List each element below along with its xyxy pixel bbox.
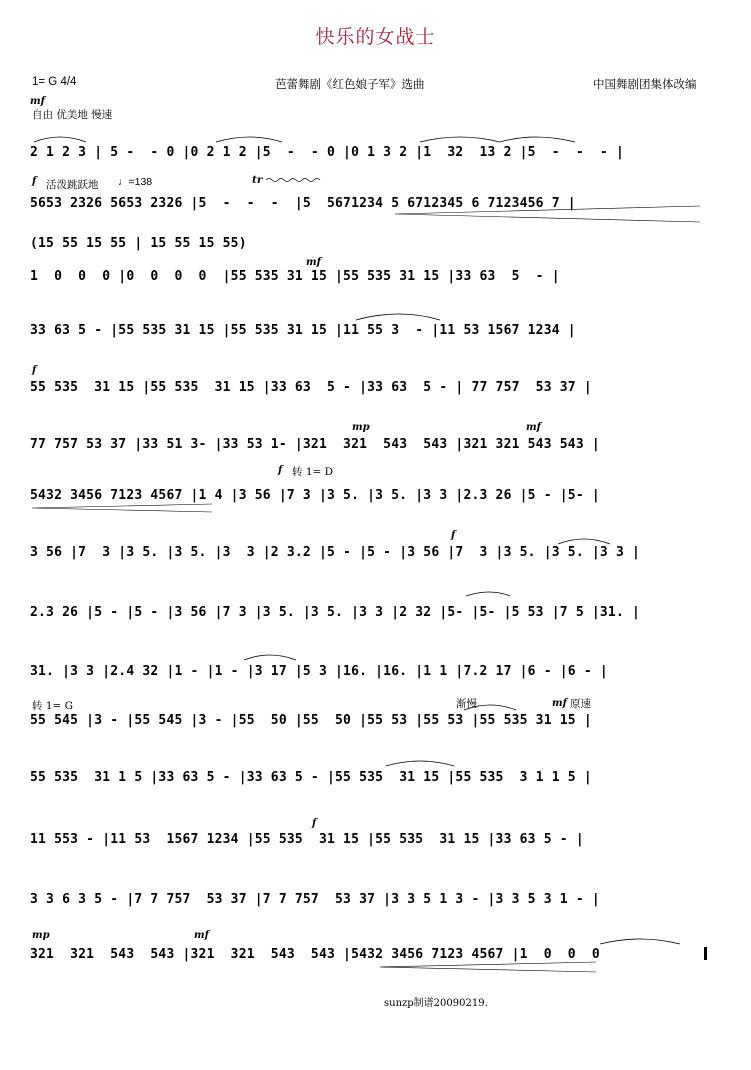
dynamic-mf: mf <box>526 422 541 433</box>
dynamic-mf: mf <box>306 257 321 268</box>
score-line-10: 2.3 26 |5 - |5 - |3 56 |7 3 |3 5. |3 5. |3 3 |2 32 |5- |5- |5 53 |7 5 |31. | <box>30 605 641 620</box>
score-line-11: 31. |3 3 |2.4 32 |1 - |1 - |3 17 |5 3 |16. |16. |1 1 |7.2 17 |6 - |6 - | <box>30 664 608 679</box>
dynamic-mp: mp <box>32 930 50 941</box>
score-line-12: 55 545 |3 - |55 545 |3 - |55 50 |55 50 |55 53 |55 53 |55 535 31 15 | <box>30 713 592 728</box>
score-line-16: 321 321 543 543 |321 321 543 543 |5432 3456 7123 4567 |1 0 0 0 <box>30 947 600 962</box>
dynamic-f: f <box>32 176 37 187</box>
score-line-4: 1 0 0 0 |0 0 0 0 |55 535 31 15 |55 535 31 15 |33 63 5 - | <box>30 269 560 284</box>
score-line-15: 3 3 6 3 5 - |7 7 757 53 37 |7 7 757 53 37 |3 3 5 1 3 - |3 3 5 3 1 - | <box>30 892 600 907</box>
score-line-14: 11 553 - |11 53 1567 1234 |55 535 31 15 |55 535 31 15 |33 63 5 - | <box>30 832 584 847</box>
source-note: 芭蕾舞剧《红色娘子军》选曲 <box>275 79 425 91</box>
expression-marking: 自由 优美地 慢速 <box>32 109 113 121</box>
crescendo-hairpin <box>380 962 596 972</box>
key-change-g: 转 1= G <box>32 700 74 712</box>
lively-marking: 活泼跳跃地 <box>46 179 99 191</box>
tempo-marking: ♩=138 <box>118 176 153 188</box>
arranger-credit: 中国舞剧团集体改编 <box>593 79 697 91</box>
score-line-8: 5432 3456 7123 4567 |1 4 |3 56 |7 3 |3 5. |3 5. |3 3 |2.3 26 |5 - |5- | <box>30 488 600 503</box>
trill-marking: tr <box>252 174 263 186</box>
crescendo-hairpin <box>32 504 212 512</box>
original-speed-marking: 原速 <box>570 698 591 710</box>
key-change-d: 转 1= D <box>292 466 334 478</box>
dynamic-f: f <box>32 365 37 376</box>
score-line-3: (15 55 15 55 | 15 55 15 55) <box>30 236 247 251</box>
song-title: 快乐的女战士 <box>315 26 436 48</box>
dynamic-f: f <box>451 530 456 541</box>
score-line-1: 2 1 2 3 | 5 - - 0 |0 2 1 2 |5 - - 0 |0 1 3 2 |1 32 13 2 |5 - - - | <box>30 145 624 160</box>
crescendo-hairpin <box>395 206 700 222</box>
dynamic-f: f <box>312 818 317 829</box>
score-line-2: 5653 2326 5653 2326 |5 - - - |5 5671234 5 6712345 6 7123456 7 | <box>30 196 576 211</box>
dynamic-mf: mf <box>194 930 209 941</box>
score-line-6: 55 535 31 15 |55 535 31 15 |33 63 5 - |33 63 5 - | 77 757 53 37 | <box>30 380 592 395</box>
copyist-credit: sunzp制谱20090219. <box>384 998 488 1009</box>
slowing-marking: 渐慢 <box>456 698 477 710</box>
score-line-5: 33 63 5 - |55 535 31 15 |55 535 31 15 |11 55 3 - |11 53 1567 1234 | <box>30 323 576 338</box>
final-barline <box>704 947 707 960</box>
trill-wave <box>266 179 320 182</box>
score-line-13: 55 535 31 1 5 |33 63 5 - |33 63 5 - |55 535 31 15 |55 535 3 1 1 5 | <box>30 770 592 785</box>
dynamic-f: f <box>278 465 283 476</box>
dynamic-mf: mf <box>30 96 45 107</box>
key-signature: 1= G 4/4 <box>32 76 77 88</box>
dynamic-mf: mf <box>552 698 567 709</box>
dynamic-mp: mp <box>352 422 370 433</box>
score-line-9: 3 56 |7 3 |3 5. |3 5. |3 3 |2 3.2 |5 - |5 - |3 56 |7 3 |3 5. |3 5. |3 3 | <box>30 545 641 560</box>
score-line-7: 77 757 53 37 |33 51 3- |33 53 1- |321 321 543 543 |321 321 543 543 | <box>30 437 600 452</box>
